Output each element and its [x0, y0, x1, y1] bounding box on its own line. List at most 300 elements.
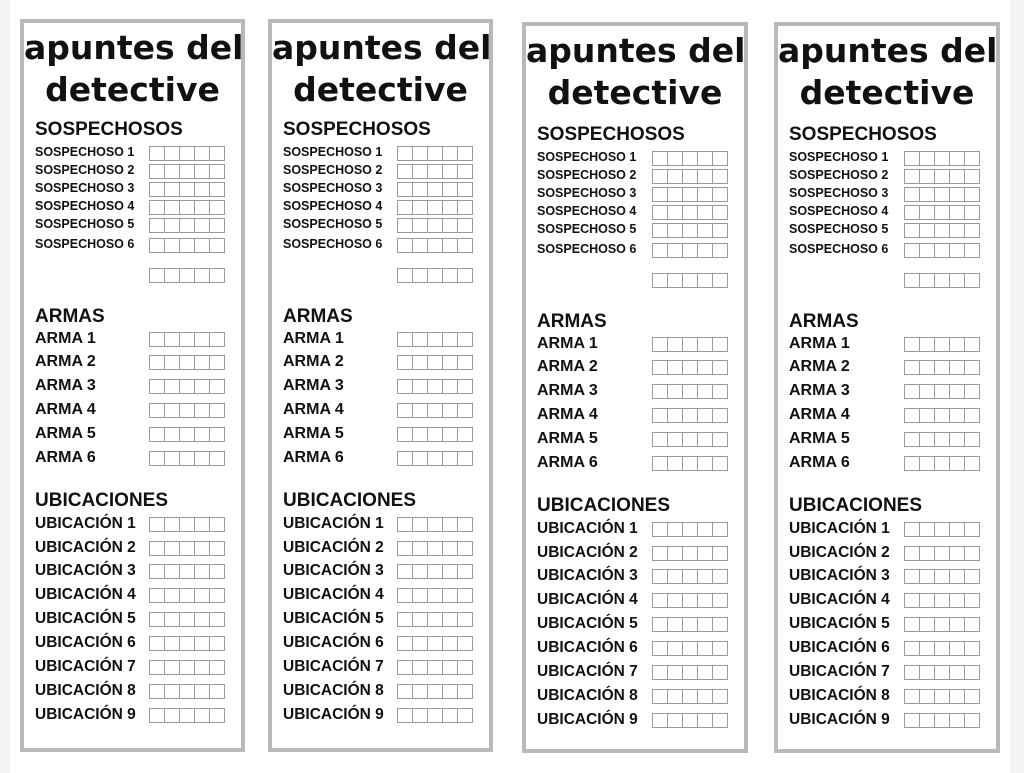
- check-cell[interactable]: [920, 152, 935, 165]
- check-cell[interactable]: [210, 613, 224, 626]
- checkbox-grid[interactable]: [149, 708, 225, 723]
- checkbox-grid[interactable]: [149, 332, 225, 347]
- check-cell[interactable]: [653, 409, 668, 422]
- check-cell[interactable]: [698, 570, 713, 583]
- check-cell[interactable]: [443, 183, 458, 196]
- check-cell[interactable]: [698, 433, 713, 446]
- checkbox-grid[interactable]: [904, 337, 980, 352]
- checkbox-grid[interactable]: [652, 243, 728, 258]
- check-cell[interactable]: [210, 165, 224, 178]
- checkbox-grid[interactable]: [149, 182, 225, 197]
- check-cell[interactable]: [905, 594, 920, 607]
- check-cell[interactable]: [683, 224, 698, 237]
- check-cell[interactable]: [965, 457, 979, 470]
- check-cell[interactable]: [935, 690, 950, 703]
- check-cell[interactable]: [683, 523, 698, 536]
- check-cell[interactable]: [458, 518, 472, 531]
- check-cell[interactable]: [150, 565, 165, 578]
- check-cell[interactable]: [935, 206, 950, 219]
- check-cell[interactable]: [165, 542, 180, 555]
- check-cell[interactable]: [210, 147, 224, 160]
- checkbox-grid[interactable]: [904, 223, 980, 238]
- check-cell[interactable]: [713, 594, 727, 607]
- checkbox-grid[interactable]: [397, 355, 473, 370]
- check-cell[interactable]: [905, 152, 920, 165]
- check-cell[interactable]: [683, 666, 698, 679]
- check-cell[interactable]: [443, 542, 458, 555]
- check-cell[interactable]: [950, 594, 965, 607]
- check-cell[interactable]: [965, 361, 979, 374]
- check-cell[interactable]: [668, 170, 683, 183]
- check-cell[interactable]: [965, 188, 979, 201]
- check-cell[interactable]: [905, 170, 920, 183]
- check-cell[interactable]: [950, 570, 965, 583]
- check-cell[interactable]: [698, 152, 713, 165]
- check-cell[interactable]: [413, 183, 428, 196]
- check-cell[interactable]: [668, 523, 683, 536]
- check-cell[interactable]: [413, 709, 428, 722]
- check-cell[interactable]: [458, 356, 472, 369]
- check-cell[interactable]: [920, 618, 935, 631]
- checkbox-grid[interactable]: [149, 200, 225, 215]
- check-cell[interactable]: [713, 642, 727, 655]
- check-cell[interactable]: [950, 457, 965, 470]
- checkbox-grid[interactable]: [904, 243, 980, 258]
- check-cell[interactable]: [398, 518, 413, 531]
- check-cell[interactable]: [458, 637, 472, 650]
- check-cell[interactable]: [210, 685, 224, 698]
- check-cell[interactable]: [458, 201, 472, 214]
- check-cell[interactable]: [195, 452, 210, 465]
- check-cell[interactable]: [413, 613, 428, 626]
- check-cell[interactable]: [713, 690, 727, 703]
- check-cell[interactable]: [965, 274, 979, 287]
- checkbox-grid[interactable]: [904, 273, 980, 288]
- check-cell[interactable]: [920, 188, 935, 201]
- check-cell[interactable]: [713, 547, 727, 560]
- checkbox-grid[interactable]: [904, 205, 980, 220]
- check-cell[interactable]: [398, 428, 413, 441]
- checkbox-grid[interactable]: [397, 164, 473, 179]
- check-cell[interactable]: [713, 224, 727, 237]
- check-cell[interactable]: [668, 642, 683, 655]
- check-cell[interactable]: [920, 206, 935, 219]
- check-cell[interactable]: [180, 356, 195, 369]
- check-cell[interactable]: [150, 165, 165, 178]
- check-cell[interactable]: [698, 274, 713, 287]
- check-cell[interactable]: [443, 589, 458, 602]
- check-cell[interactable]: [950, 547, 965, 560]
- check-cell[interactable]: [950, 188, 965, 201]
- check-cell[interactable]: [165, 452, 180, 465]
- check-cell[interactable]: [905, 642, 920, 655]
- check-cell[interactable]: [905, 338, 920, 351]
- checkbox-grid[interactable]: [904, 617, 980, 632]
- check-cell[interactable]: [210, 565, 224, 578]
- check-cell[interactable]: [698, 523, 713, 536]
- check-cell[interactable]: [668, 274, 683, 287]
- check-cell[interactable]: [713, 244, 727, 257]
- checkbox-grid[interactable]: [904, 593, 980, 608]
- check-cell[interactable]: [698, 244, 713, 257]
- check-cell[interactable]: [458, 239, 472, 252]
- check-cell[interactable]: [920, 433, 935, 446]
- check-cell[interactable]: [668, 244, 683, 257]
- check-cell[interactable]: [165, 661, 180, 674]
- check-cell[interactable]: [683, 433, 698, 446]
- check-cell[interactable]: [443, 428, 458, 441]
- check-cell[interactable]: [713, 457, 727, 470]
- checkbox-grid[interactable]: [652, 408, 728, 423]
- checkbox-grid[interactable]: [652, 360, 728, 375]
- check-cell[interactable]: [653, 224, 668, 237]
- checkbox-grid[interactable]: [397, 451, 473, 466]
- check-cell[interactable]: [668, 224, 683, 237]
- check-cell[interactable]: [210, 380, 224, 393]
- check-cell[interactable]: [920, 170, 935, 183]
- check-cell[interactable]: [150, 147, 165, 160]
- check-cell[interactable]: [698, 385, 713, 398]
- check-cell[interactable]: [195, 333, 210, 346]
- check-cell[interactable]: [920, 570, 935, 583]
- checkbox-grid[interactable]: [149, 564, 225, 579]
- check-cell[interactable]: [905, 409, 920, 422]
- check-cell[interactable]: [150, 589, 165, 602]
- check-cell[interactable]: [683, 385, 698, 398]
- check-cell[interactable]: [653, 274, 668, 287]
- check-cell[interactable]: [905, 714, 920, 727]
- check-cell[interactable]: [165, 201, 180, 214]
- checkbox-grid[interactable]: [652, 384, 728, 399]
- check-cell[interactable]: [653, 385, 668, 398]
- check-cell[interactable]: [398, 183, 413, 196]
- check-cell[interactable]: [195, 709, 210, 722]
- checkbox-grid[interactable]: [149, 379, 225, 394]
- check-cell[interactable]: [428, 380, 443, 393]
- check-cell[interactable]: [935, 618, 950, 631]
- check-cell[interactable]: [935, 188, 950, 201]
- checkbox-grid[interactable]: [397, 612, 473, 627]
- check-cell[interactable]: [165, 637, 180, 650]
- check-cell[interactable]: [935, 547, 950, 560]
- check-cell[interactable]: [668, 547, 683, 560]
- check-cell[interactable]: [398, 239, 413, 252]
- check-cell[interactable]: [965, 547, 979, 560]
- check-cell[interactable]: [150, 661, 165, 674]
- check-cell[interactable]: [210, 333, 224, 346]
- check-cell[interactable]: [150, 356, 165, 369]
- check-cell[interactable]: [905, 666, 920, 679]
- check-cell[interactable]: [398, 542, 413, 555]
- check-cell[interactable]: [180, 183, 195, 196]
- check-cell[interactable]: [653, 714, 668, 727]
- check-cell[interactable]: [443, 404, 458, 417]
- check-cell[interactable]: [180, 219, 195, 232]
- check-cell[interactable]: [210, 269, 224, 282]
- check-cell[interactable]: [950, 409, 965, 422]
- check-cell[interactable]: [935, 523, 950, 536]
- checkbox-grid[interactable]: [397, 660, 473, 675]
- check-cell[interactable]: [935, 361, 950, 374]
- check-cell[interactable]: [653, 170, 668, 183]
- check-cell[interactable]: [965, 385, 979, 398]
- check-cell[interactable]: [428, 518, 443, 531]
- check-cell[interactable]: [698, 457, 713, 470]
- check-cell[interactable]: [458, 589, 472, 602]
- check-cell[interactable]: [180, 565, 195, 578]
- check-cell[interactable]: [683, 642, 698, 655]
- checkbox-grid[interactable]: [397, 200, 473, 215]
- check-cell[interactable]: [965, 666, 979, 679]
- check-cell[interactable]: [150, 404, 165, 417]
- checkbox-grid[interactable]: [149, 355, 225, 370]
- check-cell[interactable]: [150, 452, 165, 465]
- check-cell[interactable]: [150, 333, 165, 346]
- checkbox-grid[interactable]: [652, 456, 728, 471]
- check-cell[interactable]: [653, 206, 668, 219]
- check-cell[interactable]: [413, 589, 428, 602]
- check-cell[interactable]: [683, 547, 698, 560]
- checkbox-grid[interactable]: [652, 713, 728, 728]
- check-cell[interactable]: [398, 661, 413, 674]
- checkbox-grid[interactable]: [652, 205, 728, 220]
- check-cell[interactable]: [653, 523, 668, 536]
- check-cell[interactable]: [668, 338, 683, 351]
- check-cell[interactable]: [150, 269, 165, 282]
- check-cell[interactable]: [195, 147, 210, 160]
- checkbox-grid[interactable]: [149, 636, 225, 651]
- check-cell[interactable]: [195, 404, 210, 417]
- check-cell[interactable]: [195, 428, 210, 441]
- check-cell[interactable]: [398, 356, 413, 369]
- check-cell[interactable]: [398, 404, 413, 417]
- check-cell[interactable]: [950, 666, 965, 679]
- checkbox-grid[interactable]: [904, 456, 980, 471]
- check-cell[interactable]: [428, 613, 443, 626]
- checkbox-grid[interactable]: [397, 541, 473, 556]
- checkbox-grid[interactable]: [397, 238, 473, 253]
- check-cell[interactable]: [950, 690, 965, 703]
- check-cell[interactable]: [905, 690, 920, 703]
- check-cell[interactable]: [683, 170, 698, 183]
- check-cell[interactable]: [443, 661, 458, 674]
- check-cell[interactable]: [653, 570, 668, 583]
- check-cell[interactable]: [150, 201, 165, 214]
- check-cell[interactable]: [180, 269, 195, 282]
- check-cell[interactable]: [653, 457, 668, 470]
- check-cell[interactable]: [195, 165, 210, 178]
- checkbox-grid[interactable]: [149, 517, 225, 532]
- check-cell[interactable]: [698, 547, 713, 560]
- check-cell[interactable]: [713, 570, 727, 583]
- check-cell[interactable]: [195, 219, 210, 232]
- check-cell[interactable]: [443, 356, 458, 369]
- check-cell[interactable]: [443, 452, 458, 465]
- checkbox-grid[interactable]: [149, 612, 225, 627]
- check-cell[interactable]: [683, 244, 698, 257]
- check-cell[interactable]: [398, 589, 413, 602]
- check-cell[interactable]: [905, 618, 920, 631]
- check-cell[interactable]: [165, 589, 180, 602]
- check-cell[interactable]: [920, 457, 935, 470]
- check-cell[interactable]: [920, 224, 935, 237]
- check-cell[interactable]: [180, 661, 195, 674]
- check-cell[interactable]: [965, 690, 979, 703]
- check-cell[interactable]: [920, 642, 935, 655]
- check-cell[interactable]: [180, 709, 195, 722]
- check-cell[interactable]: [165, 183, 180, 196]
- check-cell[interactable]: [668, 152, 683, 165]
- checkbox-grid[interactable]: [149, 403, 225, 418]
- check-cell[interactable]: [698, 690, 713, 703]
- check-cell[interactable]: [965, 642, 979, 655]
- check-cell[interactable]: [413, 269, 428, 282]
- checkbox-grid[interactable]: [397, 268, 473, 283]
- check-cell[interactable]: [950, 170, 965, 183]
- check-cell[interactable]: [965, 409, 979, 422]
- check-cell[interactable]: [668, 206, 683, 219]
- check-cell[interactable]: [668, 690, 683, 703]
- check-cell[interactable]: [683, 594, 698, 607]
- check-cell[interactable]: [428, 589, 443, 602]
- check-cell[interactable]: [935, 409, 950, 422]
- check-cell[interactable]: [210, 239, 224, 252]
- check-cell[interactable]: [950, 618, 965, 631]
- check-cell[interactable]: [698, 666, 713, 679]
- checkbox-grid[interactable]: [904, 689, 980, 704]
- check-cell[interactable]: [180, 685, 195, 698]
- check-cell[interactable]: [413, 661, 428, 674]
- check-cell[interactable]: [458, 542, 472, 555]
- check-cell[interactable]: [713, 338, 727, 351]
- check-cell[interactable]: [935, 714, 950, 727]
- check-cell[interactable]: [950, 714, 965, 727]
- check-cell[interactable]: [210, 637, 224, 650]
- check-cell[interactable]: [653, 547, 668, 560]
- check-cell[interactable]: [905, 244, 920, 257]
- checkbox-grid[interactable]: [149, 238, 225, 253]
- check-cell[interactable]: [713, 714, 727, 727]
- check-cell[interactable]: [905, 224, 920, 237]
- check-cell[interactable]: [935, 274, 950, 287]
- check-cell[interactable]: [920, 690, 935, 703]
- check-cell[interactable]: [653, 361, 668, 374]
- check-cell[interactable]: [950, 274, 965, 287]
- check-cell[interactable]: [713, 188, 727, 201]
- check-cell[interactable]: [713, 385, 727, 398]
- checkbox-grid[interactable]: [397, 427, 473, 442]
- check-cell[interactable]: [180, 637, 195, 650]
- check-cell[interactable]: [428, 183, 443, 196]
- check-cell[interactable]: [713, 274, 727, 287]
- check-cell[interactable]: [398, 709, 413, 722]
- check-cell[interactable]: [210, 428, 224, 441]
- check-cell[interactable]: [698, 714, 713, 727]
- check-cell[interactable]: [180, 239, 195, 252]
- check-cell[interactable]: [653, 188, 668, 201]
- check-cell[interactable]: [210, 201, 224, 214]
- check-cell[interactable]: [165, 565, 180, 578]
- checkbox-grid[interactable]: [904, 432, 980, 447]
- check-cell[interactable]: [443, 685, 458, 698]
- check-cell[interactable]: [950, 338, 965, 351]
- checkbox-grid[interactable]: [397, 588, 473, 603]
- check-cell[interactable]: [165, 428, 180, 441]
- checkbox-grid[interactable]: [397, 182, 473, 197]
- check-cell[interactable]: [950, 152, 965, 165]
- check-cell[interactable]: [935, 666, 950, 679]
- check-cell[interactable]: [965, 224, 979, 237]
- checkbox-grid[interactable]: [652, 546, 728, 561]
- check-cell[interactable]: [165, 269, 180, 282]
- check-cell[interactable]: [180, 452, 195, 465]
- check-cell[interactable]: [443, 380, 458, 393]
- check-cell[interactable]: [905, 457, 920, 470]
- check-cell[interactable]: [428, 219, 443, 232]
- check-cell[interactable]: [683, 618, 698, 631]
- check-cell[interactable]: [905, 570, 920, 583]
- check-cell[interactable]: [165, 219, 180, 232]
- check-cell[interactable]: [698, 642, 713, 655]
- check-cell[interactable]: [935, 338, 950, 351]
- checkbox-grid[interactable]: [904, 151, 980, 166]
- check-cell[interactable]: [713, 433, 727, 446]
- check-cell[interactable]: [443, 613, 458, 626]
- check-cell[interactable]: [935, 594, 950, 607]
- check-cell[interactable]: [965, 170, 979, 183]
- check-cell[interactable]: [398, 165, 413, 178]
- check-cell[interactable]: [458, 183, 472, 196]
- check-cell[interactable]: [165, 709, 180, 722]
- check-cell[interactable]: [195, 380, 210, 393]
- checkbox-grid[interactable]: [397, 332, 473, 347]
- check-cell[interactable]: [950, 244, 965, 257]
- check-cell[interactable]: [458, 380, 472, 393]
- checkbox-grid[interactable]: [397, 146, 473, 161]
- check-cell[interactable]: [413, 404, 428, 417]
- check-cell[interactable]: [458, 709, 472, 722]
- check-cell[interactable]: [428, 428, 443, 441]
- check-cell[interactable]: [180, 518, 195, 531]
- check-cell[interactable]: [668, 361, 683, 374]
- check-cell[interactable]: [428, 685, 443, 698]
- check-cell[interactable]: [935, 224, 950, 237]
- checkbox-grid[interactable]: [149, 427, 225, 442]
- check-cell[interactable]: [443, 219, 458, 232]
- checkbox-grid[interactable]: [397, 708, 473, 723]
- checkbox-grid[interactable]: [397, 218, 473, 233]
- check-cell[interactable]: [428, 333, 443, 346]
- check-cell[interactable]: [905, 206, 920, 219]
- check-cell[interactable]: [180, 201, 195, 214]
- check-cell[interactable]: [428, 165, 443, 178]
- check-cell[interactable]: [905, 547, 920, 560]
- check-cell[interactable]: [920, 547, 935, 560]
- check-cell[interactable]: [413, 239, 428, 252]
- check-cell[interactable]: [905, 361, 920, 374]
- check-cell[interactable]: [180, 613, 195, 626]
- check-cell[interactable]: [965, 433, 979, 446]
- check-cell[interactable]: [935, 433, 950, 446]
- check-cell[interactable]: [443, 637, 458, 650]
- check-cell[interactable]: [195, 183, 210, 196]
- check-cell[interactable]: [905, 385, 920, 398]
- check-cell[interactable]: [905, 433, 920, 446]
- checkbox-grid[interactable]: [149, 218, 225, 233]
- check-cell[interactable]: [150, 518, 165, 531]
- check-cell[interactable]: [428, 356, 443, 369]
- check-cell[interactable]: [443, 201, 458, 214]
